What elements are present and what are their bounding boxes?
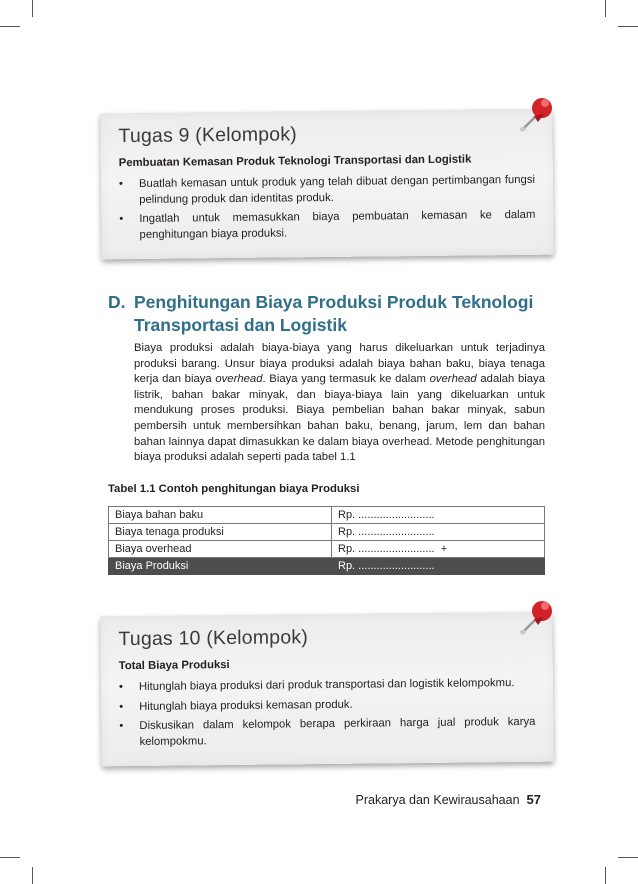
list-item: • Ingatlah untuk memasukkan biaya pembuatan kemasan ke dalam penghitungan biaya produksi. [119,208,536,241]
section-title-line2: Transportasi dan Logistik [134,315,347,335]
list-item: • Hitunglah biaya produksi dari produk transportasi dan logistik kelompokmu. [118,677,515,694]
table-row [109,507,545,524]
table-cell-label: Biaya Produksi [109,558,332,575]
pushpin-icon [514,595,558,639]
table-cell-value: Rp. ......................... [332,524,545,541]
list-item: • Diskusikan dalam kelompok berapa perkiraan harga jual produk karya kelompokmu. [119,715,536,748]
section-paragraph: Biaya produksi adalah biaya-biaya yang harus dikeluarkan untuk terjadinya produksi barang. Unsur biaya produksi adalah biaya bahan baku, biaya tenaga kerja dan biaya overhead. Biaya yang termasuk ke dalam overhead adalah biaya listrik, bahan bakar minyak, dan biaya-biaya lain yang dikeluarkan untuk mendukung proses produksi. Biaya pembelian bahan bakar minyak, sabun pembersih untuk membersihkan bahan baku, benang, jarum, lem dan bahan bahan lainnya dapat dimasukkan ke dalam biaya overhead. Metode penghitungan biaya produksi adalah seperti pada tabel 1.1 [134,342,545,464]
table-row-total [109,558,545,575]
list-item: • Buatlah kemasan untuk produk yang telah dibuat dengan pertimbangan fungsi pelindung produk dan identitas produk. [118,173,536,206]
crop-mark [605,0,606,17]
task10-subtitle: Total Biaya Produksi [118,659,230,673]
crop-mark [32,867,33,884]
crop-mark [618,26,638,27]
table-row [109,524,545,541]
table-cell-value: Rp. ......................... + [332,541,545,558]
page-number: 57 [526,792,541,807]
crop-mark [0,857,20,858]
pushpin-icon [514,92,558,136]
table-row [109,541,545,558]
task9-subtitle: Pembuatan Kemasan Produk Teknologi Transportasi dan Logistik [118,153,472,170]
section-letter: D. [108,292,126,312]
list-item: • Hitunglah biaya produksi kemasan produk. [119,698,353,713]
table-cell-value: Rp. ......................... [332,558,545,575]
page-footer [356,792,541,807]
book-title: Prakarya dan Kewirausahaan [355,793,520,807]
table-cell-label: Biaya bahan baku [109,507,332,524]
table-cell-value: Rp. ......................... [332,507,545,524]
crop-mark [605,867,606,884]
task9-title: Tugas 9 (Kelompok) [118,123,298,148]
crop-mark [0,26,20,27]
task10-list [119,676,536,754]
table-cell-label: Biaya overhead [109,541,332,558]
table-caption: Tabel 1.1 Contoh penghitungan biaya Produksi [108,483,360,495]
task9-card [100,109,554,260]
crop-mark [618,857,638,858]
crop-mark [32,0,33,17]
task9-list [119,173,536,247]
task10-title: Tugas 10 (Kelompok) [118,626,309,651]
section-title-line1: Penghitungan Biaya Produksi Produk Teknologi [134,292,534,312]
table-cell-label: Biaya tenaga produksi [109,524,332,541]
cost-table [108,506,545,575]
task10-card [100,612,554,767]
